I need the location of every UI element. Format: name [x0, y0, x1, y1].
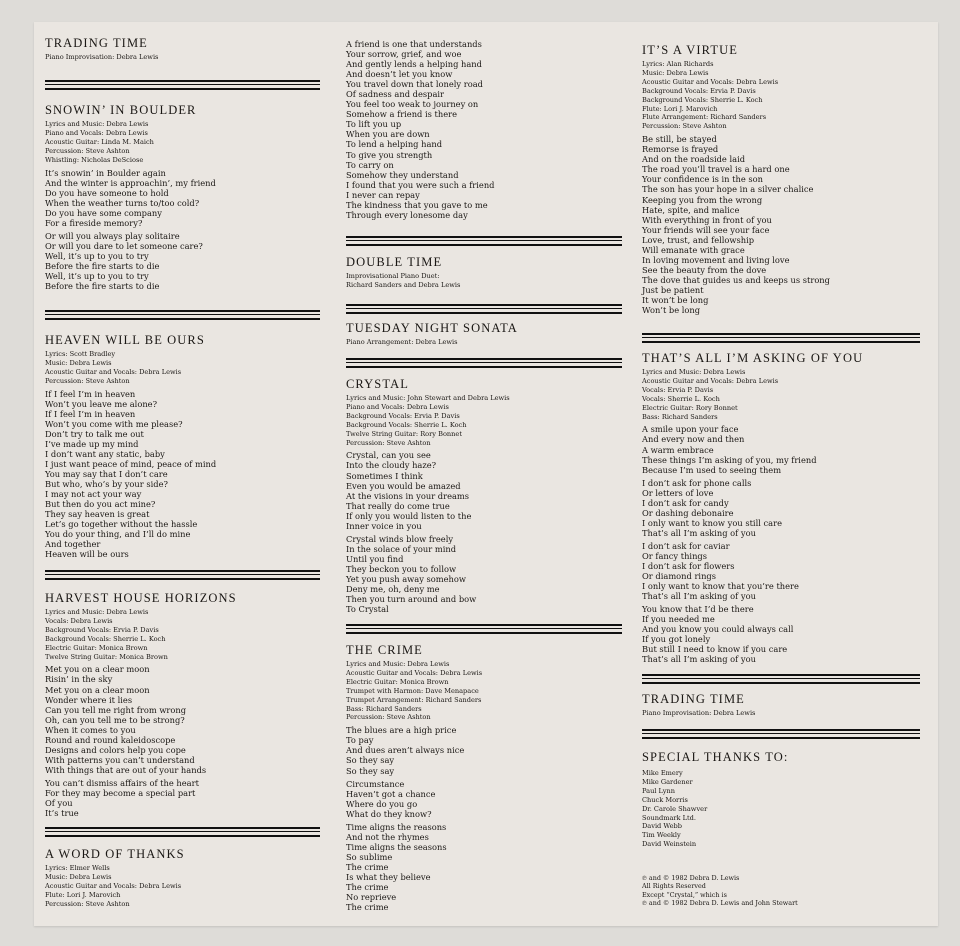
text-line: Percussion: Steve Ashton	[642, 122, 727, 131]
special-thanks-title: SPECIAL THANKS TO:	[642, 750, 789, 764]
lyric-line: When you are down	[346, 129, 430, 140]
text-line: Music: Debra Lewis	[45, 872, 112, 881]
song-credits	[346, 394, 622, 447]
text-line: Vocals: Ervia P. Davis	[642, 385, 714, 394]
text-line: Paul Lynn	[642, 786, 676, 795]
text-line: Electric Guitar: Monica Brown	[45, 643, 148, 652]
lyric-line: Love, trust, and fellowship	[642, 234, 755, 245]
text-line: Bass: Richard Sanders	[346, 704, 422, 713]
lyric-line: Or diamond rings	[642, 571, 717, 582]
lyric-line: I don’t ask for candy	[642, 497, 729, 508]
song-credits	[45, 120, 320, 165]
lyric-line: I don’t ask for flowers	[642, 561, 735, 572]
song-credits	[346, 660, 622, 722]
lyric-line: That’s all I’m asking of you	[642, 591, 756, 602]
text-line: Piano and Vocals: Debra Lewis	[346, 402, 449, 411]
song-title: A WORD OF THANKS	[45, 847, 185, 861]
lyric-line: With things that are out of your hands	[45, 764, 207, 775]
lyric-stanza	[642, 134, 920, 315]
song-thats-all-im-asking-of-you	[642, 351, 920, 668]
lyric-line: I found that you were such a friend	[346, 179, 495, 190]
lyric-line: Time aligns the reasons	[346, 821, 447, 832]
song-a-word-of-thanks	[45, 847, 320, 912]
song-snowin-in-boulder	[45, 103, 320, 294]
text-line: David Weinstein	[642, 840, 697, 849]
song-credits	[45, 864, 320, 909]
lyric-line: You do your thing, and I’ll do mine	[45, 529, 191, 540]
text-line: Acoustic Guitar and Vocals: Debra Lewis	[642, 376, 779, 385]
lyric-stanza	[346, 450, 622, 530]
song-trading-time-reprise	[642, 692, 920, 721]
lyric-line: Of you	[45, 798, 73, 809]
text-line: Lyrics: Elmer Wells	[45, 864, 110, 872]
divider-rule	[45, 310, 320, 320]
lyric-line: Don’t try to talk me out	[45, 428, 144, 439]
song-the-crime	[346, 643, 622, 915]
divider-rule	[642, 729, 920, 739]
lyric-line: And the winter is approachin’, my friend	[45, 177, 216, 188]
lyric-line: I don’t ask for phone calls	[642, 477, 752, 488]
lyric-line: Or letters of love	[642, 487, 714, 498]
text-line: Tim Weekly	[642, 831, 681, 840]
lyric-line: Risin’ in the sky	[45, 674, 113, 685]
lyric-line: I only want to know you still care	[642, 517, 782, 528]
lyric-line: But who, who’s by your side?	[45, 479, 168, 490]
song-title: DOUBLE TIME	[346, 255, 443, 269]
text-line: Piano and Vocals: Debra Lewis	[45, 128, 148, 137]
divider-rule	[346, 304, 622, 314]
lyric-line: Won’t you come with me please?	[45, 418, 183, 429]
lyric-line: A smile upon your face	[642, 424, 739, 435]
lyric-line: So sublime	[346, 851, 393, 862]
special-thanks-section	[642, 750, 920, 849]
lyric-line: Time aligns the seasons	[346, 841, 447, 852]
song-title: THE CRIME	[346, 643, 423, 657]
text-line: Flute: Lori J. Marovich	[45, 890, 121, 899]
lyric-line: That’s all I’m asking of you	[642, 654, 756, 665]
lyric-line: Designs and colors help you cope	[45, 744, 186, 755]
lyric-line: That’s all I’m asking of you	[642, 527, 756, 538]
text-line: Lyrics: Alan Richards	[642, 60, 714, 68]
lyric-line: You may say that I don’t care	[45, 469, 168, 479]
lyric-line: Haven’t got a chance	[346, 788, 436, 799]
lyric-line: If you needed me	[642, 614, 715, 625]
lyric-line: So they say	[346, 765, 395, 776]
text-line: Whistling: Nicholas DeSciose	[45, 155, 144, 164]
lyric-line: The dove that guides us and keeps us strong	[642, 274, 830, 285]
lyric-line: Crystal winds blow freely	[346, 533, 454, 544]
lyric-stanza	[642, 604, 920, 664]
lyric-line: The blues are a high price	[346, 725, 457, 736]
text-line: Background Vocals: Sherrie L. Koch	[346, 420, 467, 429]
text-line: Electric Guitar: Rory Bonnet	[642, 403, 738, 412]
lyric-line: And on the roadside laid	[642, 154, 746, 165]
divider-rule	[346, 624, 622, 634]
text-line: Piano Arrangement: Debra Lewis	[346, 338, 458, 346]
text-line: Percussion: Steve Ashton	[45, 146, 130, 155]
lyric-line: What do they know?	[346, 808, 432, 819]
song-lyrics	[642, 134, 920, 315]
song-lyrics	[45, 389, 320, 560]
song-credits	[45, 350, 320, 386]
lyric-line: And every now and then	[642, 434, 745, 445]
lyric-line: And doesn’t let you know	[346, 69, 453, 80]
lyric-line: Or fancy things	[642, 551, 707, 561]
lyric-line: I don’t want any static, baby	[45, 448, 165, 459]
text-line: Twelve String Guitar: Monica Brown	[45, 652, 168, 661]
text-line: Except “Crystal,” which is	[642, 890, 727, 899]
lyric-line: Yet you push away somehow	[346, 574, 466, 584]
song-lyrics	[346, 725, 622, 912]
lyric-stanza	[45, 231, 320, 291]
text-line: Acoustic Guitar and Vocals: Debra Lewis	[45, 367, 182, 376]
lyric-line: No reprieve	[346, 892, 397, 903]
divider-rule	[346, 236, 622, 246]
text-line: Electric Guitar: Monica Brown	[346, 677, 449, 686]
text-line: Music: Debra Lewis	[45, 358, 112, 367]
lyric-line: I never can repay	[346, 189, 420, 200]
lyric-line: You feel too weak to journey on	[346, 99, 479, 110]
lyric-line: The crime	[346, 861, 389, 872]
lyric-stanza	[346, 39, 622, 220]
text-line: Mike Emery	[642, 769, 683, 777]
lyric-line: Somehow they understand	[346, 169, 459, 180]
song-title: HARVEST HOUSE HORIZONS	[45, 591, 237, 605]
divider-rule	[346, 358, 622, 368]
lyric-line: It’s true	[45, 808, 79, 819]
text-line: Piano Improvisation: Debra Lewis	[642, 709, 756, 717]
lyric-stanza	[642, 478, 920, 538]
text-line: Mike Gardener	[642, 777, 693, 786]
lyric-line: To lift you up	[346, 119, 402, 130]
lyric-line: And together	[45, 539, 101, 550]
lyric-line: If you got lonely	[642, 634, 711, 645]
text-line: Chuck Morris	[642, 795, 688, 804]
lyric-stanza	[642, 424, 920, 474]
lyric-line: Before the fire starts to die	[45, 260, 160, 271]
lyric-line: In the solace of your mind	[346, 543, 457, 554]
song-crystal	[346, 377, 622, 617]
divider-rule	[45, 570, 320, 580]
lyric-line: Well, it’s up to you to try	[45, 250, 149, 261]
lyric-line: Can you tell me right from wrong	[45, 704, 187, 715]
text-line: Lyrics and Music: Debra Lewis	[642, 368, 746, 376]
song-credits	[346, 272, 622, 290]
lyric-line: Your friends will see your face	[642, 224, 770, 235]
text-line: ℗ and © 1982 Debra D. Lewis and John Stewart	[642, 899, 798, 908]
lyric-line: Heaven will be ours	[45, 549, 129, 560]
song-lyrics	[642, 424, 920, 664]
lyric-line: Deny me, oh, deny me	[346, 584, 440, 595]
text-line: Richard Sanders and Debra Lewis	[346, 280, 461, 289]
lyric-line: To lend a helping hand	[346, 139, 443, 150]
lyric-line: I’ve made up my mind	[45, 438, 139, 449]
text-line: ℗ and © 1982 Debra D. Lewis	[642, 874, 740, 882]
text-line: Percussion: Steve Ashton	[346, 713, 431, 722]
lyric-line: Is what they believe	[346, 872, 431, 882]
lyric-line: To carry on	[346, 159, 394, 170]
text-line: Acoustic Guitar and Vocals: Debra Lewis	[346, 668, 483, 677]
text-line: Percussion: Steve Ashton	[346, 438, 431, 447]
lyric-line: You travel down that lonely road	[346, 79, 483, 90]
lyric-line: Where do you go	[346, 798, 418, 809]
text-line: Acoustic Guitar and Vocals: Debra Lewis	[642, 77, 779, 86]
text-line: Trumpet with Harmon: Dave Menapace	[346, 686, 479, 695]
lyric-line: The son has your hope in a silver chalice	[642, 184, 814, 195]
lyric-line: So they say	[346, 755, 395, 766]
lyric-line: Do you have someone to hold	[45, 187, 169, 198]
song-double-time	[346, 255, 622, 293]
lyric-line: Oh, can you tell me to be strong?	[45, 714, 185, 725]
lyric-line: It’s snowin’ in Boulder again	[45, 167, 166, 178]
lyric-line: Let’s go together without the hassle	[45, 519, 198, 530]
text-line: Improvisational Piano Duet:	[346, 272, 440, 280]
lyric-line: With everything in front of you	[642, 214, 772, 225]
lyric-line: For they may become a special part	[45, 788, 196, 798]
lyric-line: The crime	[346, 902, 389, 913]
lyric-line: But still I need to know if you care	[642, 644, 788, 655]
lyric-line: Before the fire starts to die	[45, 281, 160, 292]
lyric-line: A friend is one that understands	[346, 39, 482, 49]
lyric-line: To give you strength	[346, 149, 433, 160]
lyric-line: To Crystal	[346, 604, 389, 615]
song-title: TRADING TIME	[45, 36, 148, 50]
lyric-line: Through every lonesome day	[346, 209, 468, 220]
lyric-line: Or will you always play solitaire	[45, 230, 180, 241]
lyric-line: That really do come true	[346, 500, 450, 511]
lyric-line: Will emanate with grace	[642, 244, 745, 255]
lyric-line: And you know you could always call	[642, 624, 794, 635]
lyric-stanza	[45, 664, 320, 775]
lyric-line: You can’t dismiss affairs of the heart	[45, 777, 199, 788]
lyric-line: I just want peace of mind, peace of mind	[45, 458, 217, 469]
lyric-line: Round and round kaleidoscope	[45, 734, 176, 745]
lyric-line: Met you on a clear moon	[45, 664, 150, 675]
copyright-notice	[642, 874, 920, 908]
lyric-line: Of sadness and despair	[346, 89, 445, 100]
song-title: THAT’S ALL I’M ASKING OF YOU	[642, 351, 864, 365]
lyric-line: I may not act your way	[45, 489, 142, 500]
text-line: Dr. Carole Shawver	[642, 804, 708, 813]
lyric-line: See the beauty from the dove	[642, 264, 767, 275]
lyric-line: And dues aren’t always nice	[346, 745, 465, 756]
lyric-line: When it comes to you	[45, 724, 136, 735]
song-credits	[642, 368, 920, 421]
lyric-line: In loving movement and living love	[642, 254, 790, 265]
lyric-stanza	[45, 389, 320, 560]
lyric-line: Do you have some company	[45, 207, 162, 218]
lyric-line: The kindness that you gave to me	[346, 199, 488, 210]
lyric-line: Until you find	[346, 553, 404, 564]
lyric-line: Remorse is frayed	[642, 144, 719, 155]
text-line: Percussion: Steve Ashton	[45, 899, 130, 908]
text-line: Background Vocals: Ervia P. Davis	[45, 625, 159, 634]
lyric-line: Won’t you leave me alone?	[45, 398, 158, 409]
lyric-stanza	[346, 822, 622, 912]
lyric-line: The crime	[346, 882, 389, 893]
divider-rule	[45, 80, 320, 90]
lyric-line: For a fireside memory?	[45, 217, 143, 228]
lyric-line: If I feel I’m in heaven	[45, 388, 136, 399]
lyric-line: Just be patient	[642, 284, 704, 295]
text-line: Background Vocals: Sherrie L. Koch	[642, 95, 763, 104]
text-line: Lyrics and Music: Debra Lewis	[45, 608, 149, 616]
song-credits	[346, 338, 622, 347]
lyric-stanza	[642, 541, 920, 601]
text-line: Piano Improvisation: Debra Lewis	[45, 53, 159, 61]
song-harvest-house-horizons	[45, 591, 320, 821]
lyric-stanza	[346, 779, 622, 819]
lyric-line: With patterns you can’t understand	[45, 754, 195, 765]
lyric-line: Inner voice in you	[346, 520, 422, 531]
text-line: Bass: Richard Sanders	[642, 412, 718, 421]
text-line: Twelve String Guitar: Rory Bonnet	[346, 429, 462, 438]
text-line: Lyrics: Scott Bradley	[45, 350, 116, 358]
text-line: Percussion: Steve Ashton	[45, 376, 130, 385]
song-trading-time	[45, 36, 320, 65]
lyric-stanza	[45, 168, 320, 228]
text-line: Lyrics and Music: Debra Lewis	[346, 660, 450, 668]
text-line: Background Vocals: Sherrie L. Koch	[45, 634, 166, 643]
lyric-line: Circumstance	[346, 778, 405, 789]
lyric-line: Crystal, can you see	[346, 450, 431, 461]
text-line: David Webb	[642, 822, 682, 831]
lyric-line: It won’t be long	[642, 295, 709, 305]
lyric-line: Or dashing debonaire	[642, 507, 734, 518]
song-lyrics	[346, 450, 622, 614]
song-lyrics	[45, 168, 320, 292]
text-line: Music: Debra Lewis	[642, 68, 709, 77]
lyric-sheet	[34, 22, 938, 926]
lyric-line: Met you on a clear moon	[45, 684, 150, 695]
lyric-line: Well, it’s up to you to try	[45, 271, 149, 281]
song-its-a-virtue	[642, 43, 920, 318]
song-credits	[642, 60, 920, 131]
lyric-line: You know that I’d be there	[642, 604, 754, 615]
lyric-line: If I feel I’m in heaven	[45, 408, 136, 419]
song-lyrics	[45, 664, 320, 818]
lyric-line: Because I’m used to seeing them	[642, 464, 782, 475]
text-line: Flute Arrangement: Richard Sanders	[642, 113, 767, 122]
lyric-line: Somehow a friend is there	[346, 109, 458, 120]
lyric-line: I don’t ask for caviar	[642, 540, 730, 551]
special-thanks-list	[642, 769, 920, 849]
song-heaven-will-be-ours	[45, 333, 320, 562]
text-line: Background Vocals: Ervia P. Davis	[346, 411, 460, 420]
lyric-line: And not the rhymes	[346, 831, 429, 842]
lyric-line: They say heaven is great	[45, 509, 150, 520]
song-a-word-of-thanks-lyrics	[346, 39, 622, 223]
text-line: Vocals: Sherrie L. Koch	[642, 394, 720, 403]
lyric-line: Wonder where it lies	[45, 694, 133, 705]
song-credits	[642, 709, 920, 718]
lyric-line: Keeping you from the wrong	[642, 194, 763, 205]
lyric-line: Be still, be stayed	[642, 134, 717, 145]
lyric-line: When the weather turns to/too cold?	[45, 197, 200, 208]
song-title: CRYSTAL	[346, 377, 409, 391]
divider-rule	[642, 333, 920, 343]
lyric-line: A warm embrace	[642, 444, 714, 455]
text-line: Soundmark Ltd.	[642, 813, 696, 822]
song-title: TRADING TIME	[642, 692, 745, 706]
lyric-line: Hate, spite, and malice	[642, 204, 740, 215]
text-line: Flute: Lori J. Marovich	[642, 104, 718, 113]
lyric-line: Won’t be long	[642, 305, 701, 316]
lyric-line: If only you would listen to the	[346, 510, 472, 521]
lyric-line: To pay	[346, 735, 374, 746]
song-tuesday-night-sonata	[346, 321, 622, 350]
song-title: TUESDAY NIGHT SONATA	[346, 321, 518, 335]
lyric-line: I only want to know that you’re there	[642, 581, 799, 592]
lyric-line: Even you would be amazed	[346, 480, 461, 491]
divider-rule	[642, 674, 920, 684]
text-line: Acoustic Guitar: Linda M. Maich	[45, 137, 154, 146]
divider-rule	[45, 827, 320, 837]
text-line: Acoustic Guitar and Vocals: Debra Lewis	[45, 881, 182, 890]
lyric-line: Your sorrow, grief, and woe	[346, 49, 462, 60]
lyric-line: But then do you act mine?	[45, 499, 156, 510]
text-line: Lyrics and Music: Debra Lewis	[45, 120, 149, 128]
lyric-line: They beckon you to follow	[346, 563, 457, 574]
lyric-stanza	[346, 725, 622, 775]
text-line: All Rights Reserved	[642, 882, 706, 891]
text-line: Vocals: Debra Lewis	[45, 616, 113, 625]
lyric-stanza	[45, 778, 320, 818]
lyric-line: At the visions in your dreams	[346, 490, 470, 501]
lyric-line: These things I’m asking of you, my friend	[642, 454, 817, 465]
text-line: Lyrics and Music: John Stewart and Debra Lewis	[346, 394, 510, 402]
song-lyrics	[346, 39, 622, 220]
text-line: Trumpet Arrangement: Richard Sanders	[346, 695, 482, 704]
lyric-line: Then you turn around and bow	[346, 594, 477, 605]
lyric-line: The road you’ll travel is a hard one	[642, 164, 790, 175]
lyric-line: Your confidence is in the son	[642, 174, 763, 185]
lyric-line: Or will you dare to let someone care?	[45, 240, 203, 251]
lyric-line: Into the cloudy haze?	[346, 460, 437, 471]
song-credits	[45, 608, 320, 661]
song-title: HEAVEN WILL BE OURS	[45, 333, 205, 347]
song-title: IT’S A VIRTUE	[642, 43, 738, 57]
song-title: SNOWIN’ IN BOULDER	[45, 103, 197, 117]
lyric-line: Sometimes I think	[346, 470, 423, 481]
song-credits	[45, 53, 320, 62]
lyric-stanza	[346, 534, 622, 614]
text-line: Background Vocals: Ervia P. Davis	[642, 86, 756, 95]
lyric-line: And gently lends a helping hand	[346, 59, 482, 70]
